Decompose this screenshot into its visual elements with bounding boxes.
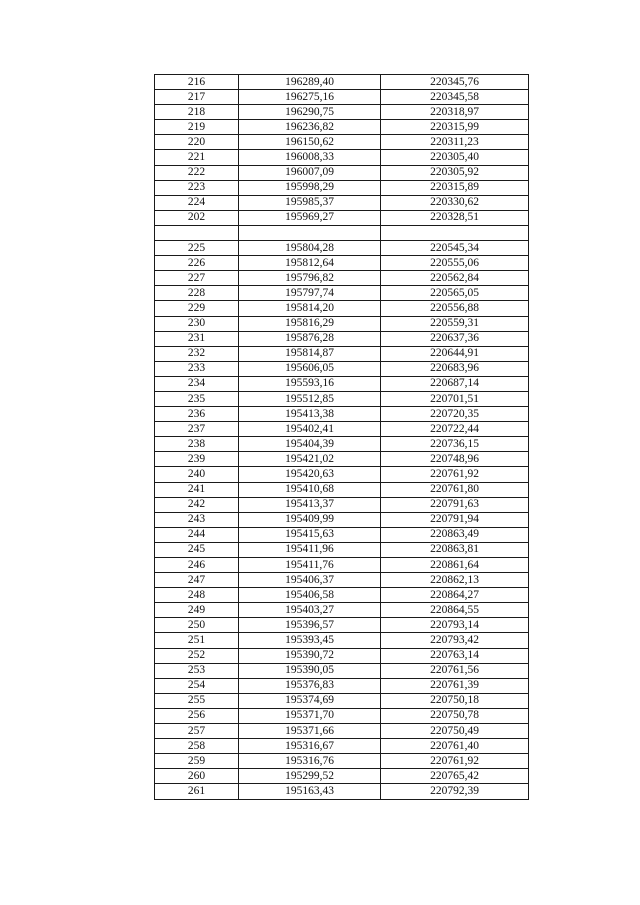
y-coordinate-cell: 220864,55	[381, 603, 529, 618]
y-coordinate-cell: 220793,14	[381, 618, 529, 633]
y-coordinate-cell: 220545,34	[381, 241, 529, 256]
y-coordinate-cell: 220765,42	[381, 769, 529, 784]
point-number-cell: 253	[155, 663, 239, 678]
point-number-cell: 225	[155, 241, 239, 256]
x-coordinate-cell: 195376,83	[239, 678, 381, 693]
y-coordinate-cell: 220761,40	[381, 739, 529, 754]
y-coordinate-cell: 220305,40	[381, 150, 529, 165]
x-coordinate-cell: 195413,37	[239, 497, 381, 512]
point-number-cell: 230	[155, 316, 239, 331]
x-coordinate-cell: 196290,75	[239, 105, 381, 120]
point-number-cell: 252	[155, 648, 239, 663]
table-row	[155, 739, 529, 754]
point-number-cell: 220	[155, 135, 239, 150]
table-row	[155, 678, 529, 693]
x-coordinate-cell: 195814,20	[239, 301, 381, 316]
table-row	[155, 376, 529, 391]
y-coordinate-cell: 220761,56	[381, 663, 529, 678]
point-number-cell: 261	[155, 784, 239, 799]
table-row	[155, 210, 529, 225]
y-coordinate-cell: 220559,31	[381, 316, 529, 331]
x-coordinate-cell: 195969,27	[239, 210, 381, 225]
x-coordinate-cell: 195797,74	[239, 286, 381, 301]
x-coordinate-cell: 196275,16	[239, 90, 381, 105]
x-coordinate-cell: 195410,68	[239, 482, 381, 497]
x-coordinate-cell: 195404,39	[239, 437, 381, 452]
y-coordinate-cell: 220763,14	[381, 648, 529, 663]
x-coordinate-cell: 195812,64	[239, 256, 381, 271]
point-number-cell: 239	[155, 452, 239, 467]
table-row	[155, 150, 529, 165]
point-number-cell: 219	[155, 120, 239, 135]
table-row	[155, 361, 529, 376]
table-row	[155, 195, 529, 210]
x-coordinate-cell: 195606,05	[239, 361, 381, 376]
x-coordinate-cell: 195390,05	[239, 663, 381, 678]
y-coordinate-cell	[381, 225, 529, 240]
coordinates-table-body	[155, 75, 529, 800]
point-number-cell: 238	[155, 437, 239, 452]
table-row	[155, 180, 529, 195]
point-number-cell: 240	[155, 467, 239, 482]
table-row	[155, 301, 529, 316]
y-coordinate-cell: 220311,23	[381, 135, 529, 150]
y-coordinate-cell: 220562,84	[381, 271, 529, 286]
point-number-cell	[155, 225, 239, 240]
x-coordinate-cell: 195512,85	[239, 391, 381, 406]
point-number-cell: 251	[155, 633, 239, 648]
y-coordinate-cell: 220683,96	[381, 361, 529, 376]
point-number-cell: 232	[155, 346, 239, 361]
y-coordinate-cell: 220761,39	[381, 678, 529, 693]
x-coordinate-cell: 195814,87	[239, 346, 381, 361]
point-number-cell: 229	[155, 301, 239, 316]
table-row	[155, 391, 529, 406]
table-row	[155, 754, 529, 769]
x-coordinate-cell: 195393,45	[239, 633, 381, 648]
point-number-cell: 222	[155, 165, 239, 180]
x-coordinate-cell: 195593,16	[239, 376, 381, 391]
y-coordinate-cell: 220701,51	[381, 391, 529, 406]
table-row	[155, 241, 529, 256]
point-number-cell: 257	[155, 724, 239, 739]
point-number-cell: 237	[155, 422, 239, 437]
point-number-cell: 236	[155, 407, 239, 422]
point-number-cell: 255	[155, 693, 239, 708]
x-coordinate-cell: 195411,76	[239, 558, 381, 573]
x-coordinate-cell: 195371,70	[239, 708, 381, 723]
y-coordinate-cell: 220861,64	[381, 558, 529, 573]
point-number-cell: 227	[155, 271, 239, 286]
point-number-cell: 226	[155, 256, 239, 271]
point-number-cell: 231	[155, 331, 239, 346]
table-row	[155, 693, 529, 708]
x-coordinate-cell: 196008,33	[239, 150, 381, 165]
y-coordinate-cell: 220864,27	[381, 588, 529, 603]
point-number-cell: 256	[155, 708, 239, 723]
y-coordinate-cell: 220565,05	[381, 286, 529, 301]
y-coordinate-cell: 220748,96	[381, 452, 529, 467]
table-row	[155, 105, 529, 120]
y-coordinate-cell: 220644,91	[381, 346, 529, 361]
point-number-cell: 217	[155, 90, 239, 105]
table-row	[155, 663, 529, 678]
table-row	[155, 437, 529, 452]
point-number-cell: 202	[155, 210, 239, 225]
point-number-cell: 258	[155, 739, 239, 754]
table-row	[155, 724, 529, 739]
point-number-cell: 223	[155, 180, 239, 195]
table-row	[155, 633, 529, 648]
x-coordinate-cell: 195316,76	[239, 754, 381, 769]
x-coordinate-cell: 196150,62	[239, 135, 381, 150]
table-row	[155, 135, 529, 150]
y-coordinate-cell: 220330,62	[381, 195, 529, 210]
point-number-cell: 249	[155, 603, 239, 618]
x-coordinate-cell: 195998,29	[239, 180, 381, 195]
y-coordinate-cell: 220862,13	[381, 573, 529, 588]
x-coordinate-cell: 195403,27	[239, 603, 381, 618]
x-coordinate-cell: 195415,63	[239, 527, 381, 542]
y-coordinate-cell: 220750,18	[381, 693, 529, 708]
point-number-cell: 241	[155, 482, 239, 497]
point-number-cell: 233	[155, 361, 239, 376]
table-row-empty	[155, 225, 529, 240]
point-number-cell: 224	[155, 195, 239, 210]
y-coordinate-cell: 220345,58	[381, 90, 529, 105]
table-row	[155, 271, 529, 286]
point-number-cell: 247	[155, 573, 239, 588]
point-number-cell: 216	[155, 75, 239, 90]
table-row	[155, 120, 529, 135]
x-coordinate-cell: 195985,37	[239, 195, 381, 210]
table-row	[155, 165, 529, 180]
y-coordinate-cell: 220556,88	[381, 301, 529, 316]
x-coordinate-cell: 195390,72	[239, 648, 381, 663]
point-number-cell: 242	[155, 497, 239, 512]
x-coordinate-cell: 195299,52	[239, 769, 381, 784]
point-number-cell: 235	[155, 391, 239, 406]
table-row	[155, 573, 529, 588]
point-number-cell: 218	[155, 105, 239, 120]
y-coordinate-cell: 220793,42	[381, 633, 529, 648]
table-row	[155, 784, 529, 799]
table-row	[155, 256, 529, 271]
y-coordinate-cell: 220761,80	[381, 482, 529, 497]
point-number-cell: 244	[155, 527, 239, 542]
x-coordinate-cell: 195411,96	[239, 542, 381, 557]
x-coordinate-cell: 195804,28	[239, 241, 381, 256]
table-row	[155, 452, 529, 467]
x-coordinate-cell	[239, 225, 381, 240]
x-coordinate-cell: 195413,38	[239, 407, 381, 422]
table-row	[155, 316, 529, 331]
point-number-cell: 228	[155, 286, 239, 301]
x-coordinate-cell: 195421,02	[239, 452, 381, 467]
point-number-cell: 259	[155, 754, 239, 769]
table-row	[155, 286, 529, 301]
coordinates-table	[154, 74, 529, 800]
table-row	[155, 422, 529, 437]
x-coordinate-cell: 195420,63	[239, 467, 381, 482]
table-row	[155, 75, 529, 90]
y-coordinate-cell: 220863,81	[381, 542, 529, 557]
x-coordinate-cell: 195816,29	[239, 316, 381, 331]
y-coordinate-cell: 220305,92	[381, 165, 529, 180]
x-coordinate-cell: 196289,40	[239, 75, 381, 90]
point-number-cell: 245	[155, 542, 239, 557]
table-row	[155, 769, 529, 784]
x-coordinate-cell: 196236,82	[239, 120, 381, 135]
y-coordinate-cell: 220555,06	[381, 256, 529, 271]
table-row	[155, 331, 529, 346]
point-number-cell: 221	[155, 150, 239, 165]
x-coordinate-cell: 195163,43	[239, 784, 381, 799]
y-coordinate-cell: 220761,92	[381, 467, 529, 482]
point-number-cell: 246	[155, 558, 239, 573]
y-coordinate-cell: 220315,99	[381, 120, 529, 135]
x-coordinate-cell: 195402,41	[239, 422, 381, 437]
y-coordinate-cell: 220345,76	[381, 75, 529, 90]
y-coordinate-cell: 220328,51	[381, 210, 529, 225]
x-coordinate-cell: 196007,09	[239, 165, 381, 180]
table-row	[155, 588, 529, 603]
x-coordinate-cell: 195406,37	[239, 573, 381, 588]
x-coordinate-cell: 195876,28	[239, 331, 381, 346]
table-row	[155, 512, 529, 527]
y-coordinate-cell: 220687,14	[381, 376, 529, 391]
point-number-cell: 254	[155, 678, 239, 693]
table-row	[155, 618, 529, 633]
table-row	[155, 603, 529, 618]
y-coordinate-cell: 220791,94	[381, 512, 529, 527]
table-row	[155, 708, 529, 723]
table-row	[155, 497, 529, 512]
table-row	[155, 648, 529, 663]
y-coordinate-cell: 220792,39	[381, 784, 529, 799]
y-coordinate-cell: 220761,92	[381, 754, 529, 769]
y-coordinate-cell: 220720,35	[381, 407, 529, 422]
y-coordinate-cell: 220315,89	[381, 180, 529, 195]
x-coordinate-cell: 195409,99	[239, 512, 381, 527]
table-row	[155, 407, 529, 422]
point-number-cell: 260	[155, 769, 239, 784]
y-coordinate-cell: 220722,44	[381, 422, 529, 437]
y-coordinate-cell: 220791,63	[381, 497, 529, 512]
table-row	[155, 346, 529, 361]
y-coordinate-cell: 220863,49	[381, 527, 529, 542]
table-row	[155, 90, 529, 105]
point-number-cell: 234	[155, 376, 239, 391]
x-coordinate-cell: 195316,67	[239, 739, 381, 754]
x-coordinate-cell: 195406,58	[239, 588, 381, 603]
x-coordinate-cell: 195396,57	[239, 618, 381, 633]
table-row	[155, 527, 529, 542]
y-coordinate-cell: 220318,97	[381, 105, 529, 120]
x-coordinate-cell: 195371,66	[239, 724, 381, 739]
table-row	[155, 467, 529, 482]
table-row	[155, 482, 529, 497]
y-coordinate-cell: 220637,36	[381, 331, 529, 346]
point-number-cell: 243	[155, 512, 239, 527]
table-row	[155, 558, 529, 573]
x-coordinate-cell: 195374,69	[239, 693, 381, 708]
y-coordinate-cell: 220750,78	[381, 708, 529, 723]
y-coordinate-cell: 220750,49	[381, 724, 529, 739]
table-row	[155, 542, 529, 557]
point-number-cell: 250	[155, 618, 239, 633]
y-coordinate-cell: 220736,15	[381, 437, 529, 452]
x-coordinate-cell: 195796,82	[239, 271, 381, 286]
point-number-cell: 248	[155, 588, 239, 603]
